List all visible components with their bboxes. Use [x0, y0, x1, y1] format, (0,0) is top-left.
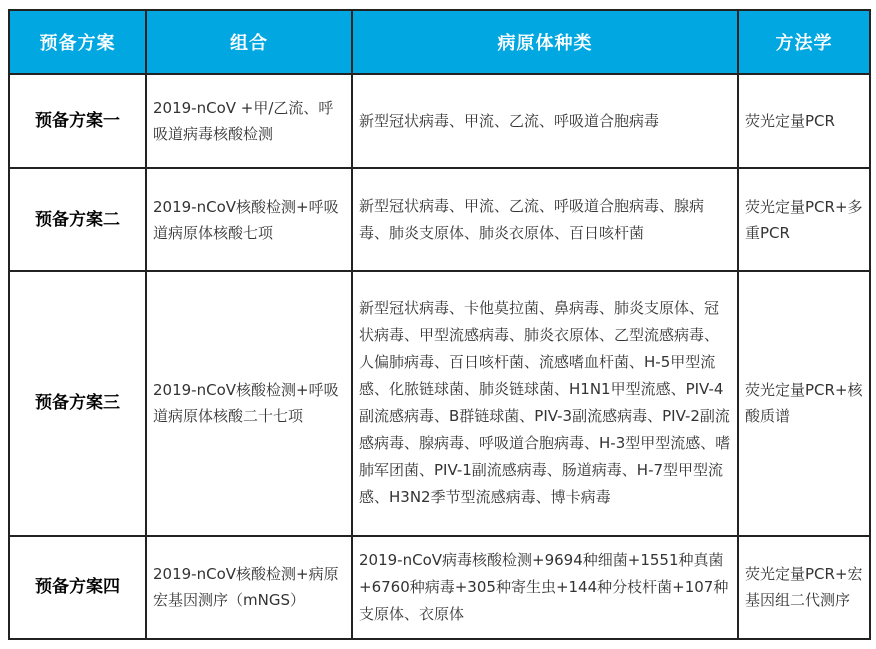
plan-combo: 2019-nCoV核酸检测+呼吸道病原体核酸七项 [146, 168, 352, 270]
plan-combo: 2019-nCoV +甲/乙流、呼吸道病毒核酸检测 [146, 74, 352, 168]
table-row [9, 74, 870, 168]
plan-pathogens: 新型冠状病毒、甲流、乙流、呼吸道合胞病毒、腺病毒、肺炎支原体、肺炎衣原体、百日咳杆菌 [352, 168, 738, 270]
plan-pathogens: 新型冠状病毒、卡他莫拉菌、鼻病毒、肺炎支原体、冠状病毒、甲型流感病毒、肺炎衣原体、乙型流感病毒、人偏肺病毒、百日咳杆菌、流感嗜血杆菌、H-5甲型流感、化脓链球菌、肺炎链球菌、H1N1甲型流感、PIV-4副流感病毒、B群链球菌、PIV-3副流感病毒、PIV-2副流感病毒、腺病毒、呼吸道合胞病毒、H-3型甲型流感、嗜肺军团菌、PIV-1副流感病毒、肠道病毒、H-7型甲型流感、H3N2季节型流感病毒、博卡病毒 [352, 271, 738, 536]
plan-name: 预备方案四 [9, 536, 146, 639]
table-row [9, 168, 870, 270]
plan-name: 预备方案二 [9, 168, 146, 270]
header-pathogens: 病原体种类 [352, 10, 738, 74]
plan-table [8, 9, 871, 640]
plan-method: 荧光定量PCR [738, 74, 870, 168]
plan-combo: 2019-nCoV核酸检测+病原宏基因测序（mNGS） [146, 536, 352, 639]
plan-combo: 2019-nCoV核酸检测+呼吸道病原体核酸二十七项 [146, 271, 352, 536]
table-row [9, 271, 870, 536]
plan-name: 预备方案三 [9, 271, 146, 536]
table-row [9, 536, 870, 639]
plan-pathogens: 2019-nCoV病毒核酸检测+9694种细菌+1551种真菌+6760种病毒+305种寄生虫+144种分枝杆菌+107种支原体、衣原体 [352, 536, 738, 639]
plan-pathogens: 新型冠状病毒、甲流、乙流、呼吸道合胞病毒 [352, 74, 738, 168]
header-combo: 组合 [146, 10, 352, 74]
plan-method: 荧光定量PCR+宏基因组二代测序 [738, 536, 870, 639]
plan-method: 荧光定量PCR+核酸质谱 [738, 271, 870, 536]
header-plan: 预备方案 [9, 10, 146, 74]
plan-name: 预备方案一 [9, 74, 146, 168]
header-method: 方法学 [738, 10, 870, 74]
table-container [8, 9, 869, 640]
plan-method: 荧光定量PCR+多重PCR [738, 168, 870, 270]
header-row [9, 10, 870, 74]
